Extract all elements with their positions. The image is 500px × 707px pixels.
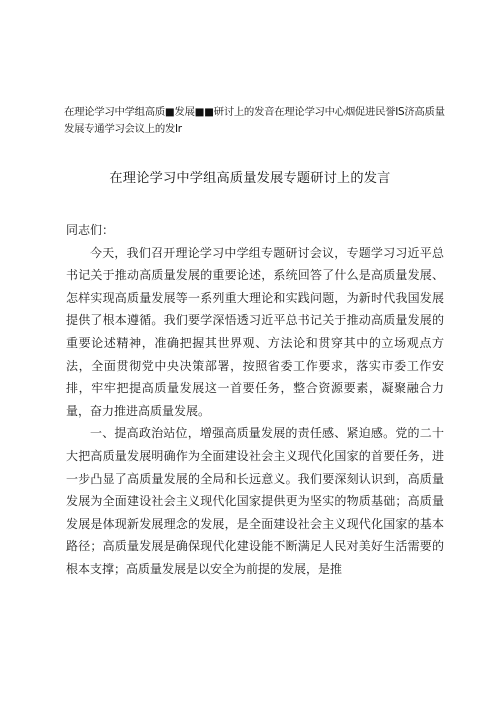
header-caption: 在理论学习中学组高质■发展■■研讨上的发音在理论学习中心烟促进民誉IS济高质量发展专通学习会议上的发Ir: [64, 106, 445, 135]
document-body: [66, 219, 444, 581]
paragraph-2: 一、提高政治站位，增强高质量发展的责任感、紧迫感。党的二十大把高质量发展明确作为全面建设社会主义现代化国家的首要任务，进一步凸显了高质量发展的全局和长远意义。我们要深刻认识到，高质量发展为全面建设社会主义现代化国家提供更为坚实的物质基础；高质量发展是体现新发展理念的发展，是全面建设社会主义现代化国家的基本路径；高质量发展是确保现代化建设能不断满足人民对美好生活需要的根本支撑；高质量发展是以安全为前提的发展，是推: [66, 426, 444, 576]
paragraph-1: 今天，我们召开理论学习中学组专题研讨会议，专题学习习近平总书记关于推动高质量发展的重要论述，系统回答了什么是高质量发展、怎样实现高质量发展等一系列重大理论和实践问题，为新时代我国发展提供了根本遵循。我们要学深悟透习近平总书记关于推动高质量发展的重要论述精神，准确把握其世界观、方法论和贯穿其中的立场观点方法，全面贯彻党中央决策部署，按照省委工作要求，落实市委工作安排，牢牢把提高质量发展这一首要任务，整合资源要素，凝聚融合力量，奋力推进高质量发展。: [66, 245, 444, 418]
document-title: 在理论学习中学组高质量发展专题研讨上的发言: [109, 171, 391, 186]
salutation: 同志们：: [66, 223, 115, 237]
